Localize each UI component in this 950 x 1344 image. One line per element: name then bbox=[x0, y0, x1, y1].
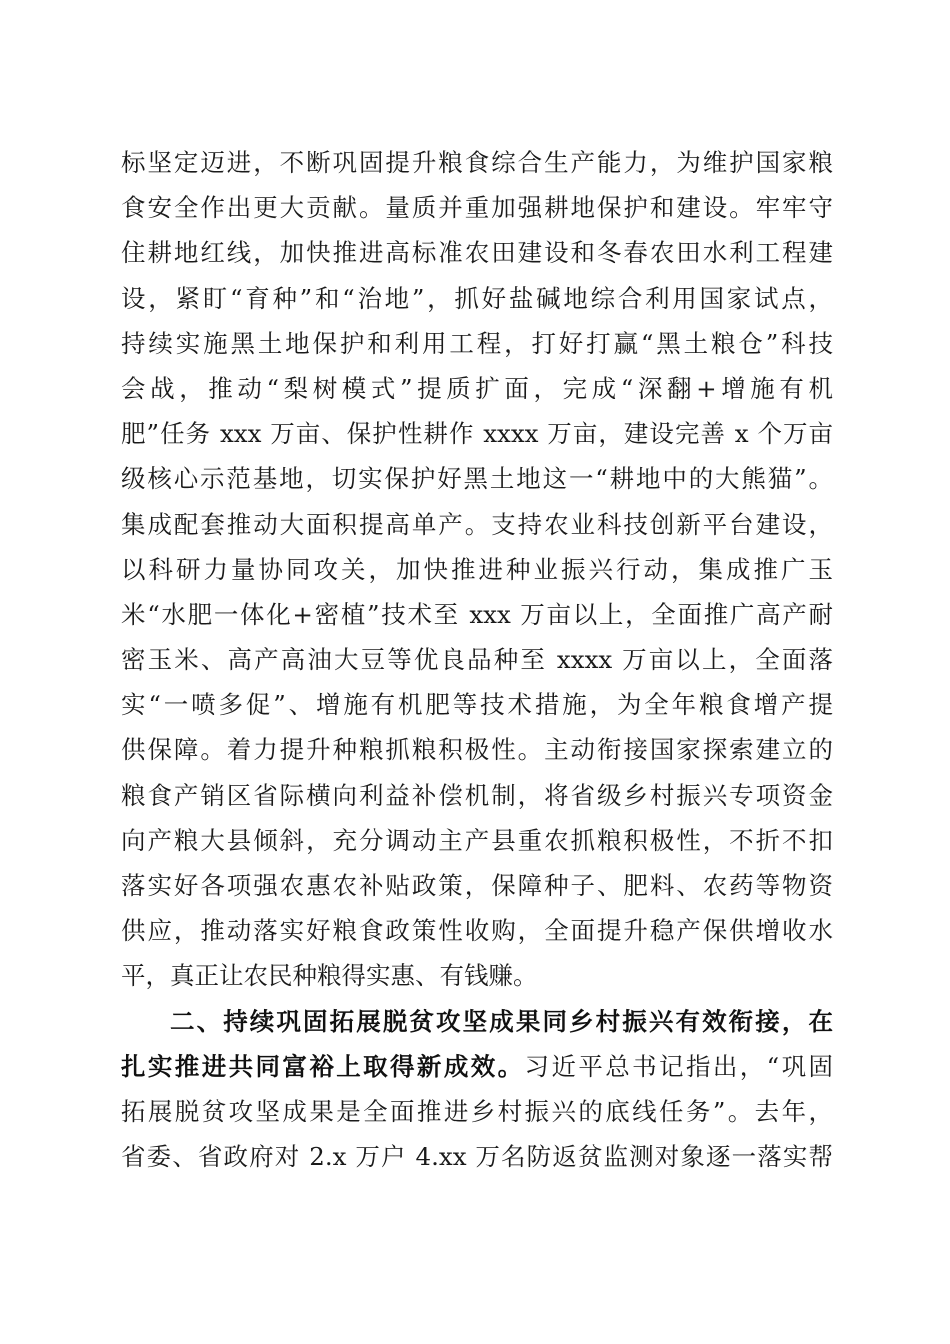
text-line: 粮食产销区省际横向利益补偿机制，将省级乡村振兴专项资金 bbox=[121, 780, 833, 810]
text-line bbox=[121, 1044, 833, 1089]
text-line: 食安全作出更大贡献。量质并重加强耕地保护和建设。牢牢守 bbox=[121, 193, 833, 223]
text-line: 以科研力量协同攻关，加快推进种业振兴行动，集成推广玉 bbox=[121, 554, 833, 584]
text-line: 向产粮大县倾斜，充分调动主产县重农抓粮积极性，不折不扣 bbox=[121, 825, 833, 855]
text-line: 省委、省政府对 2.x 万户 4.xx 万名防返贫监测对象逐一落实帮 bbox=[121, 1142, 833, 1172]
text-line: 肥”任务 xxx 万亩、保护性耕作 xxxx 万亩，建设完善 x 个万亩 bbox=[121, 419, 833, 449]
text-line: 集成配套推动大面积提高单产。支持农业科技创新平台建设， bbox=[121, 509, 833, 539]
text-line: 密玉米、高产高油大豆等优良品种至 xxxx 万亩以上，全面落 bbox=[121, 645, 833, 675]
text-line: 会战，推动“梨树模式”提质扩面，完成“深翻+增施有机 bbox=[121, 373, 833, 403]
section-2-heading-continued: 扎实推进共同富裕上取得新成效。 bbox=[121, 1051, 525, 1081]
section-2-heading: 二、持续巩固拓展脱贫攻坚成果同乡村振兴有效衔接，在 bbox=[170, 1006, 833, 1036]
text-line: 实“一喷多促”、增施有机肥等技术措施，为全年粮食增产提 bbox=[121, 690, 833, 720]
text-line: 供应，推动落实好粮食政策性收购，全面提升稳产保供增收水 bbox=[121, 916, 833, 946]
text-line: 持续实施黑土地保护和利用工程，打好打赢“黑土粮仓”科技 bbox=[121, 328, 833, 358]
text-line: 平，真正让农民种粮得实惠、有钱赚。 bbox=[121, 961, 538, 991]
text-line: 设，紧盯“育种”和“治地”，抓好盐碱地综合利用国家试点， bbox=[121, 283, 833, 313]
text-line: 米“水肥一体化+密植”技术至 xxx 万亩以上，全面推广高产耐 bbox=[121, 599, 833, 629]
text-line: 拓展脱贫攻坚成果是全面推进乡村振兴的底线任务”。去年， bbox=[121, 1096, 833, 1126]
paragraph-grain-security bbox=[121, 140, 833, 999]
text-line: 供保障。着力提升种粮抓粮积极性。主动衔接国家探索建立的 bbox=[121, 735, 833, 765]
text-line: 级核心示范基地，切实保护好黑土地这一“耕地中的大熊猫”。 bbox=[121, 464, 833, 494]
section-2 bbox=[121, 999, 833, 1180]
section-2-quote-intro: 习近平总书记指出，“巩固 bbox=[524, 1051, 834, 1081]
text-line: 落实好各项强农惠农补贴政策，保障种子、肥料、农药等物资 bbox=[121, 871, 833, 900]
text-line: 住耕地红线，加快推进高标准农田建设和冬春农田水利工程建 bbox=[121, 238, 833, 268]
text-line: 标坚定迈进，不断巩固提升粮食综合生产能力，为维护国家粮 bbox=[121, 148, 833, 177]
document-body bbox=[121, 140, 833, 1179]
